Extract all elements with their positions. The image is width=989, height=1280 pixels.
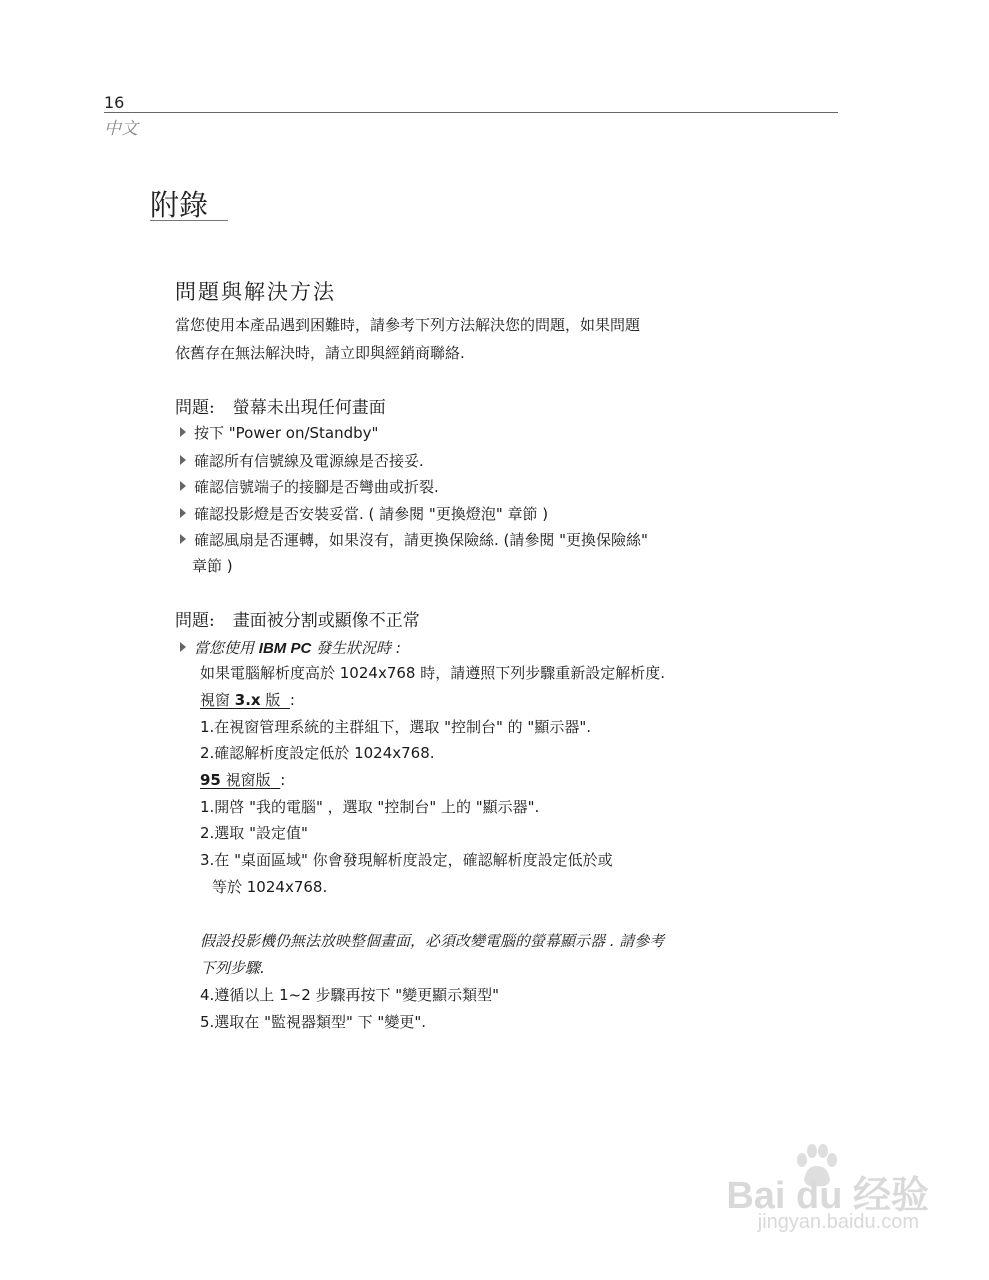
windows-95-heading: 95 視窗版 : [200, 771, 286, 789]
list-item-continuation: 章節 ) [192, 557, 233, 575]
bullet-arrow-icon [180, 455, 186, 465]
bullet-arrow-icon [180, 481, 186, 491]
step-item-continuation: 等於 1024x768. [212, 878, 328, 896]
problem-title: 螢幕未出現任何畫面 [232, 398, 386, 418]
language-label: 中文 [104, 119, 138, 139]
problem-title: 畫面被分割或顯像不正常 [232, 611, 420, 631]
bullet-arrow-icon [180, 642, 186, 652]
step-item: 3.在 "桌面區域" 你會發現解析度設定，確認解析度設定低於或 [200, 851, 613, 869]
watermark-url: jingyan.baidu.com [757, 1211, 919, 1233]
intro-line: 當您使用本產品遇到困難時，請參考下列方法解決您的問題，如果問題 [175, 316, 641, 334]
problem-label: 問題: [175, 611, 215, 631]
list-item: 確認投影燈是否安裝妥當. ( 請參閱 "更換燈泡" 章節 ) [180, 503, 548, 524]
list-item: 確認所有信號線及電源線是否接妥. [180, 450, 424, 471]
appendix-title: 附錄 [150, 188, 209, 222]
step-item: 1.開啓 "我的電腦" ，選取 "控制台" 上的 "顯示器". [200, 798, 540, 816]
problem-label: 問題: [175, 398, 215, 418]
windows-3x-heading: 視窗 3.x 版 : [200, 691, 295, 709]
bullet-arrow-icon [180, 427, 186, 437]
step-item: 5.選取在 "監視器類型" 下 "變更". [200, 1013, 426, 1031]
list-item: 確認風扇是否運轉，如果沒有，請更換保險絲. (請參閱 "更換保險絲" [180, 529, 648, 550]
step-item: 2.選取 "設定值" [200, 824, 308, 842]
step-item: 4.遵循以上 1~2 步驟再按下 "變更顯示類型" [200, 986, 500, 1004]
page-number: 16 [104, 93, 125, 112]
problem-2-heading [175, 606, 420, 631]
bullet-arrow-icon [180, 508, 186, 518]
resolution-instruction: 如果電腦解析度高於 1024x768 時，請遵照下列步驟重新設定解析度. [200, 664, 665, 682]
step-item: 2.確認解析度設定低於 1024x768. [200, 744, 435, 762]
intro-line: 依舊存在無法解決時，請立即與經銷商聯絡. [175, 344, 465, 362]
note-line: 下列步驟. [200, 959, 265, 977]
note-line: 假設投影機仍無法放映整個畫面，必須改變電腦的螢幕顯示器 . 請參考 [200, 932, 665, 950]
list-item: 確認信號端子的接腳是否彎曲或折裂. [180, 476, 439, 497]
bullet-arrow-icon [180, 534, 186, 544]
ibm-pc-condition: 當您使用 IBM PC 發生狀況時 : [180, 637, 401, 658]
appendix-underline [150, 220, 228, 221]
watermark-brand: Bai du 经验 [726, 1175, 929, 1217]
step-item: 1.在視窗管理系統的主群組下，選取 "控制台" 的 "顯示器". [200, 718, 591, 736]
section-title: 問題與解決方法 [175, 280, 336, 304]
problem-1-heading [175, 393, 386, 418]
header-divider [104, 112, 838, 113]
list-item: 按下 "Power on/Standby" [180, 422, 378, 443]
